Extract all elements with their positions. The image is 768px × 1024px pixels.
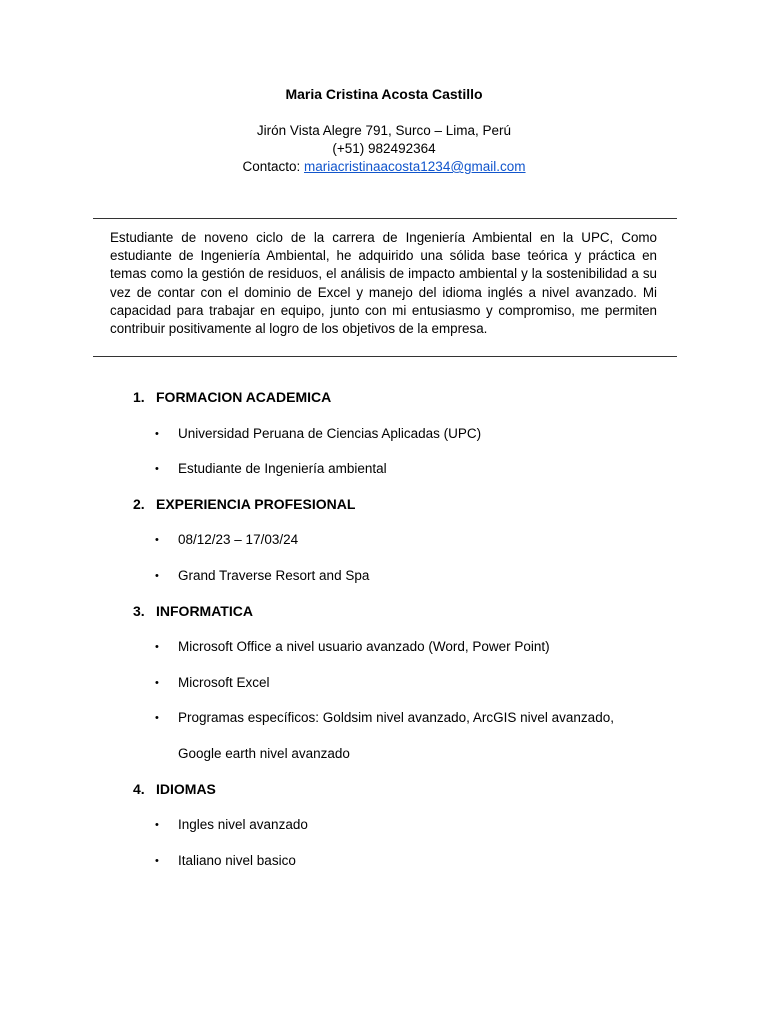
bullet-icon: • <box>155 428 159 440</box>
list-item-text: Estudiante de Ingeniería ambiental <box>178 461 387 476</box>
section-number: 4. <box>133 781 145 797</box>
list-item <box>155 568 369 583</box>
list-item-text: 08/12/23 – 17/03/24 <box>178 532 299 547</box>
section-title-idiomas <box>133 781 216 797</box>
list-item-text: Microsoft Excel <box>178 675 270 690</box>
section-heading: EXPERIENCIA PROFESIONAL <box>156 496 356 512</box>
contact-block <box>0 122 768 176</box>
section-number: 2. <box>133 496 145 512</box>
list-item <box>155 461 387 476</box>
summary-top-border <box>93 218 677 219</box>
bullet-icon: • <box>155 855 159 867</box>
bullet-icon: • <box>155 641 159 653</box>
bullet-icon: • <box>155 463 159 475</box>
list-item-continuation: Google earth nivel avanzado <box>178 746 350 761</box>
list-item <box>155 675 270 690</box>
bullet-icon: • <box>155 712 159 724</box>
section-title-experiencia <box>133 496 355 512</box>
section-number: 1. <box>133 389 145 405</box>
section-title-formacion <box>133 389 331 405</box>
list-item <box>155 639 550 654</box>
list-item <box>155 426 481 441</box>
list-item-text: Universidad Peruana de Ciencias Aplicadas (UPC) <box>178 426 482 441</box>
bullet-icon: • <box>155 570 159 582</box>
section-heading: IDIOMAS <box>156 781 216 797</box>
candidate-name: Maria Cristina Acosta Castillo <box>285 86 483 102</box>
section-title-informatica <box>133 603 253 619</box>
section-heading: FORMACION ACADEMICA <box>156 389 332 405</box>
list-item <box>155 710 614 725</box>
list-item <box>155 853 296 868</box>
list-item-text: Italiano nivel basico <box>178 853 296 868</box>
section-heading: INFORMATICA <box>156 603 253 619</box>
contact-line <box>0 158 768 176</box>
phone-line: (+51) 982492364 <box>332 141 436 156</box>
list-item-text: Microsoft Office a nivel usuario avanzado (Word, Power Point) <box>178 639 550 654</box>
address-line: Jirón Vista Alegre 791, Surco – Lima, Perú <box>256 123 512 138</box>
bullet-icon: • <box>155 677 159 689</box>
list-item <box>155 532 298 547</box>
bullet-icon: • <box>155 534 159 546</box>
email-link[interactable]: mariacristinaacosta1234@gmail.com <box>304 159 526 174</box>
list-item-text: Programas específicos: Goldsim nivel avanzado, ArcGIS nivel avanzado, <box>178 710 614 725</box>
bullet-icon: • <box>155 819 159 831</box>
profile-summary: Estudiante de noveno ciclo de la carrera de Ingeniería Ambiental en la UPC, Como estudiante de Ingeniería Ambiental, he adquirido una sólida base teórica y práctica en temas como la gestión de residuos, el análisis de impacto ambiental y la sostenibilidad a su vez de contar con el dominio de Excel y manejo del idioma inglés a nivel avanzado. Mi capacidad para trabajar en equipo, junto con mi entusiasmo y compromiso, me permiten contribuir positivamente al logro de los objetivos de la empresa. <box>110 230 657 337</box>
list-item-text: Ingles nivel avanzado <box>178 817 308 832</box>
list-item-text: Grand Traverse Resort and Spa <box>178 568 370 583</box>
list-item <box>155 817 308 832</box>
contact-label: Contacto: <box>242 159 304 174</box>
summary-bottom-border <box>93 356 677 357</box>
section-number: 3. <box>133 603 145 619</box>
